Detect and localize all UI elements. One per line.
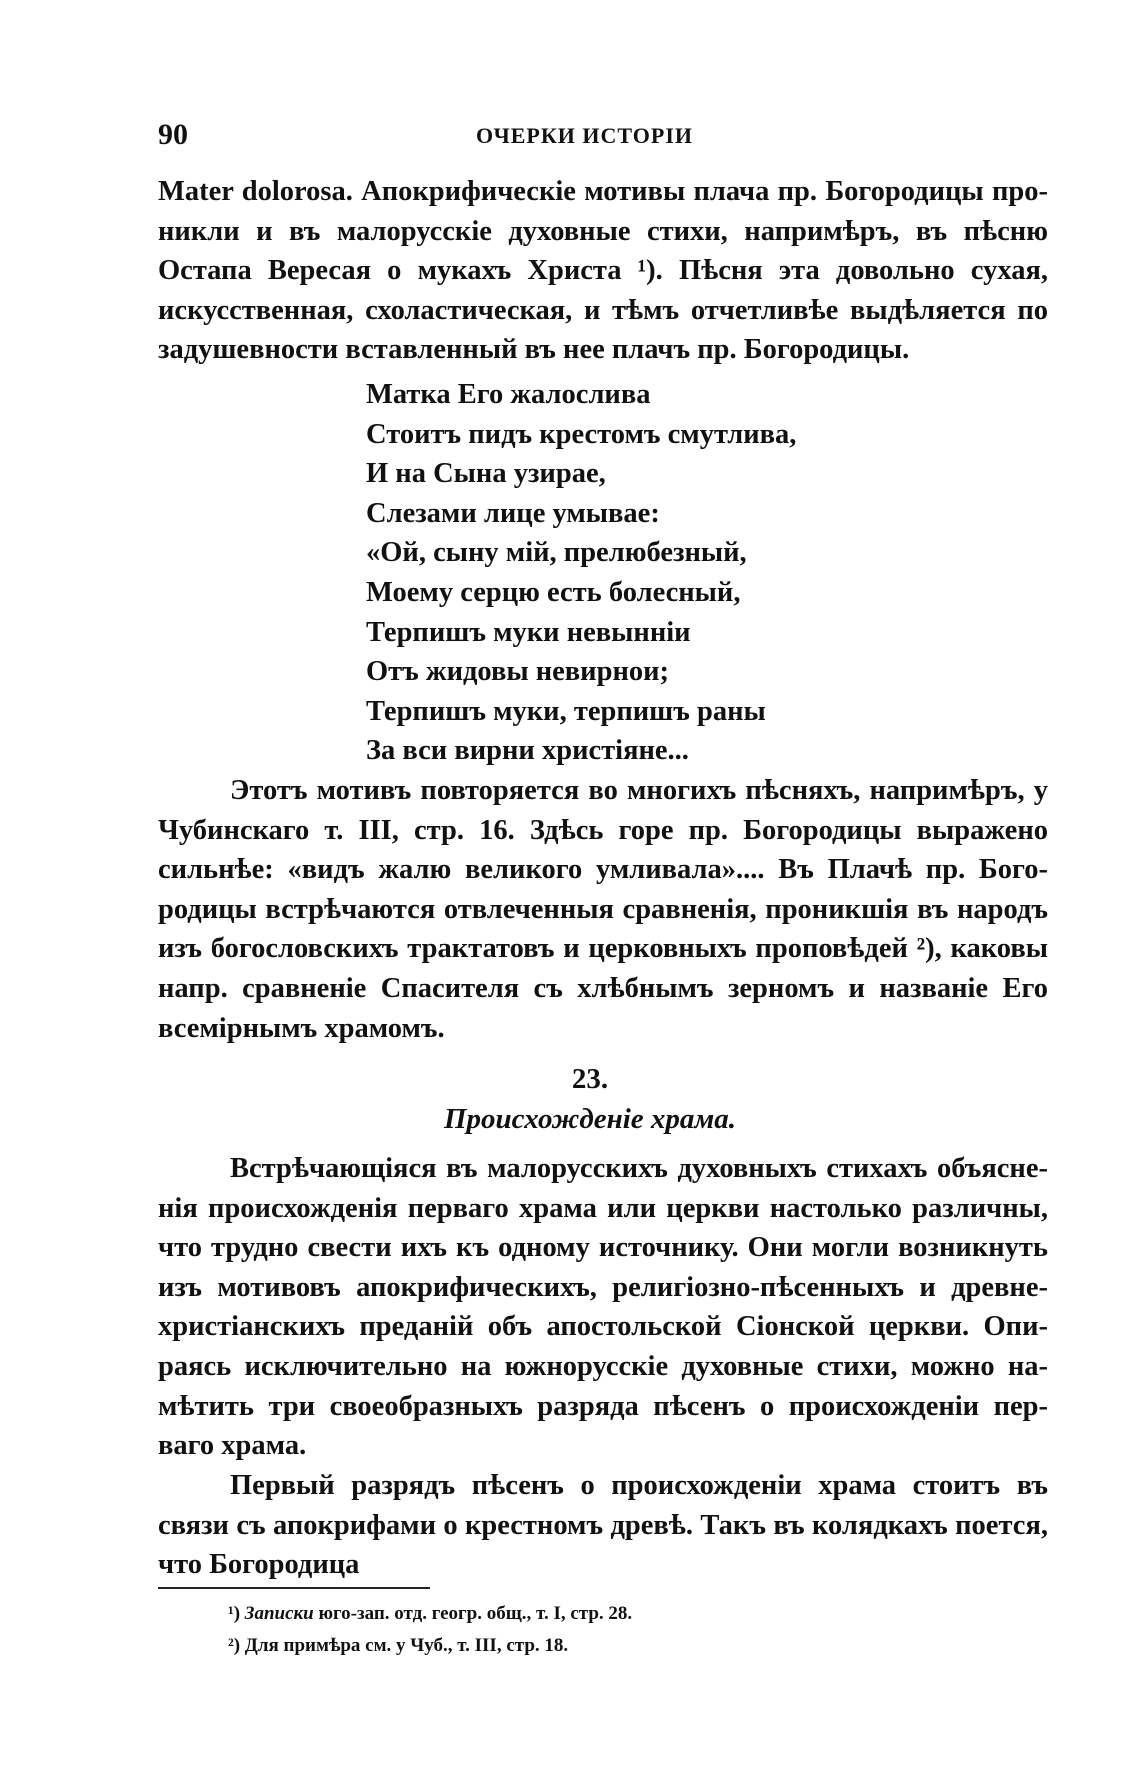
footnote-divider: [158, 1587, 430, 1589]
paragraph-line: ваго храма.: [158, 1430, 307, 1462]
poem-verse: Матка Его жалослива: [366, 379, 651, 410]
footnote-marker: ¹): [228, 1603, 241, 1624]
paragraph-line: Первый разрядъ пѣсенъ о происхожденіи храма стоитъ въ: [230, 1470, 1048, 1501]
paragraph-line: что Богородица: [158, 1549, 360, 1581]
paragraph-line: Чубинскаго т. III, стр. 16. Здѣсь горе пр. Богородицы выражено: [158, 814, 1048, 846]
footnote-source-title: Записки: [244, 1603, 314, 1624]
section-number: 23.: [571, 1063, 609, 1095]
footnote-text: Для примѣра см. у Чуб., т. III, стр. 18.: [244, 1635, 569, 1656]
footnote-marker: ²): [228, 1635, 241, 1656]
poem-verse: И на Сына узирае,: [366, 458, 606, 490]
poem: [366, 375, 796, 771]
paragraph-3: [158, 1149, 1048, 1466]
paragraph-1: [158, 172, 1048, 370]
poem-verse: Слезами лице умывае:: [366, 497, 660, 529]
paragraph-line: Остапа Вересая о мукахъ Христа ¹). Пѣсня эта довольно сухая,: [158, 255, 1048, 287]
poem-verse: Терпишъ муки, терпишъ раны: [366, 695, 766, 727]
paragraph-line: Встрѣчающіяся въ малорусскихъ духовныхъ стихахъ объясне-: [230, 1153, 1048, 1184]
paragraph-line: христіанскихъ преданій объ апостольской Сіонской церкви. Опи-: [158, 1311, 1048, 1343]
section-title: Происхожденіе храма.: [444, 1103, 736, 1135]
paragraph-line: Этотъ мотивъ повторяется во многихъ пѣсняхъ, напримѣръ, у: [230, 775, 1048, 806]
paragraph-line: раясь исключительно на южнорусскіе духовные стихи, можно на-: [158, 1350, 1048, 1382]
poem-verse: Отъ жидовы невирнои;: [366, 656, 670, 688]
running-title: ОЧЕРКИ ИСТОРІИ: [476, 123, 693, 148]
poem-verse: За вси вирни христіяне...: [366, 735, 689, 767]
paragraph-4: [158, 1466, 1048, 1585]
poem-verse: Стоитъ пидъ крестомъ смутлива,: [366, 418, 797, 450]
page-number: 90: [158, 118, 188, 151]
paragraph-line: что трудно свести ихъ къ одному источнику. Они могли возникнуть: [158, 1232, 1048, 1264]
paragraph-line: искусственная, схоластическая, и тѣмъ отчетливѣе выдѣляется по: [158, 294, 1048, 326]
paragraph-line: связи съ апокрифами о крестномъ древѣ. Такъ въ колядкахъ поется,: [158, 1509, 1048, 1541]
poem-verse: «Ой, сыну мій, прелюбезный,: [366, 537, 747, 569]
paragraph-line: нія происхожденія перваго храма или церкви настолько различны,: [158, 1192, 1048, 1224]
paragraph-line: изъ мотивовъ апокрифическихъ, религіозно-пѣсенныхъ и древне-: [158, 1271, 1048, 1303]
footnote-1: [228, 1598, 632, 1630]
paragraph-line: никли и въ малорусскіе духовные стихи, напримѣръ, въ пѣсню: [158, 215, 1048, 247]
footnotes: [228, 1598, 632, 1662]
footnote-2: [228, 1630, 632, 1662]
poem-verse: Терпишъ муки невынніи: [366, 616, 691, 648]
paragraph-line: мѣтить три своеобразныхъ разряда пѣсенъ о происхожденіи пер-: [158, 1390, 1048, 1422]
paragraph-line: задушевности вставленный въ нее плачъ пр. Богородицы.: [158, 334, 910, 366]
paragraph-line: родицы встрѣчаются отвлеченныя сравненія, проникшія въ народъ: [158, 893, 1048, 925]
paragraph-line: изъ богословскихъ трактатовъ и церковныхъ проповѣдей ²), каковы: [158, 933, 1048, 965]
poem-verse: Моему серцю есть болесный,: [366, 576, 741, 608]
paragraph-2: [158, 771, 1048, 1048]
paragraph-line: сильнѣе: «видъ жалю великого умливала».... Въ Плачѣ пр. Бого-: [158, 854, 1048, 886]
paragraph-line: Mater dolorosa. Апокрифическіе мотивы плача пр. Богородицы про-: [158, 176, 1048, 207]
footnote-text: юго-зап. отд. геогр. общ., т. I, стр. 28.: [318, 1603, 633, 1624]
running-head: [158, 118, 1058, 154]
paragraph-line: всемірнымъ храмомъ.: [158, 1012, 445, 1044]
paragraph-line: напр. сравненіе Спасителя съ хлѣбнымъ зерномъ и названіе Его: [158, 972, 1048, 1004]
